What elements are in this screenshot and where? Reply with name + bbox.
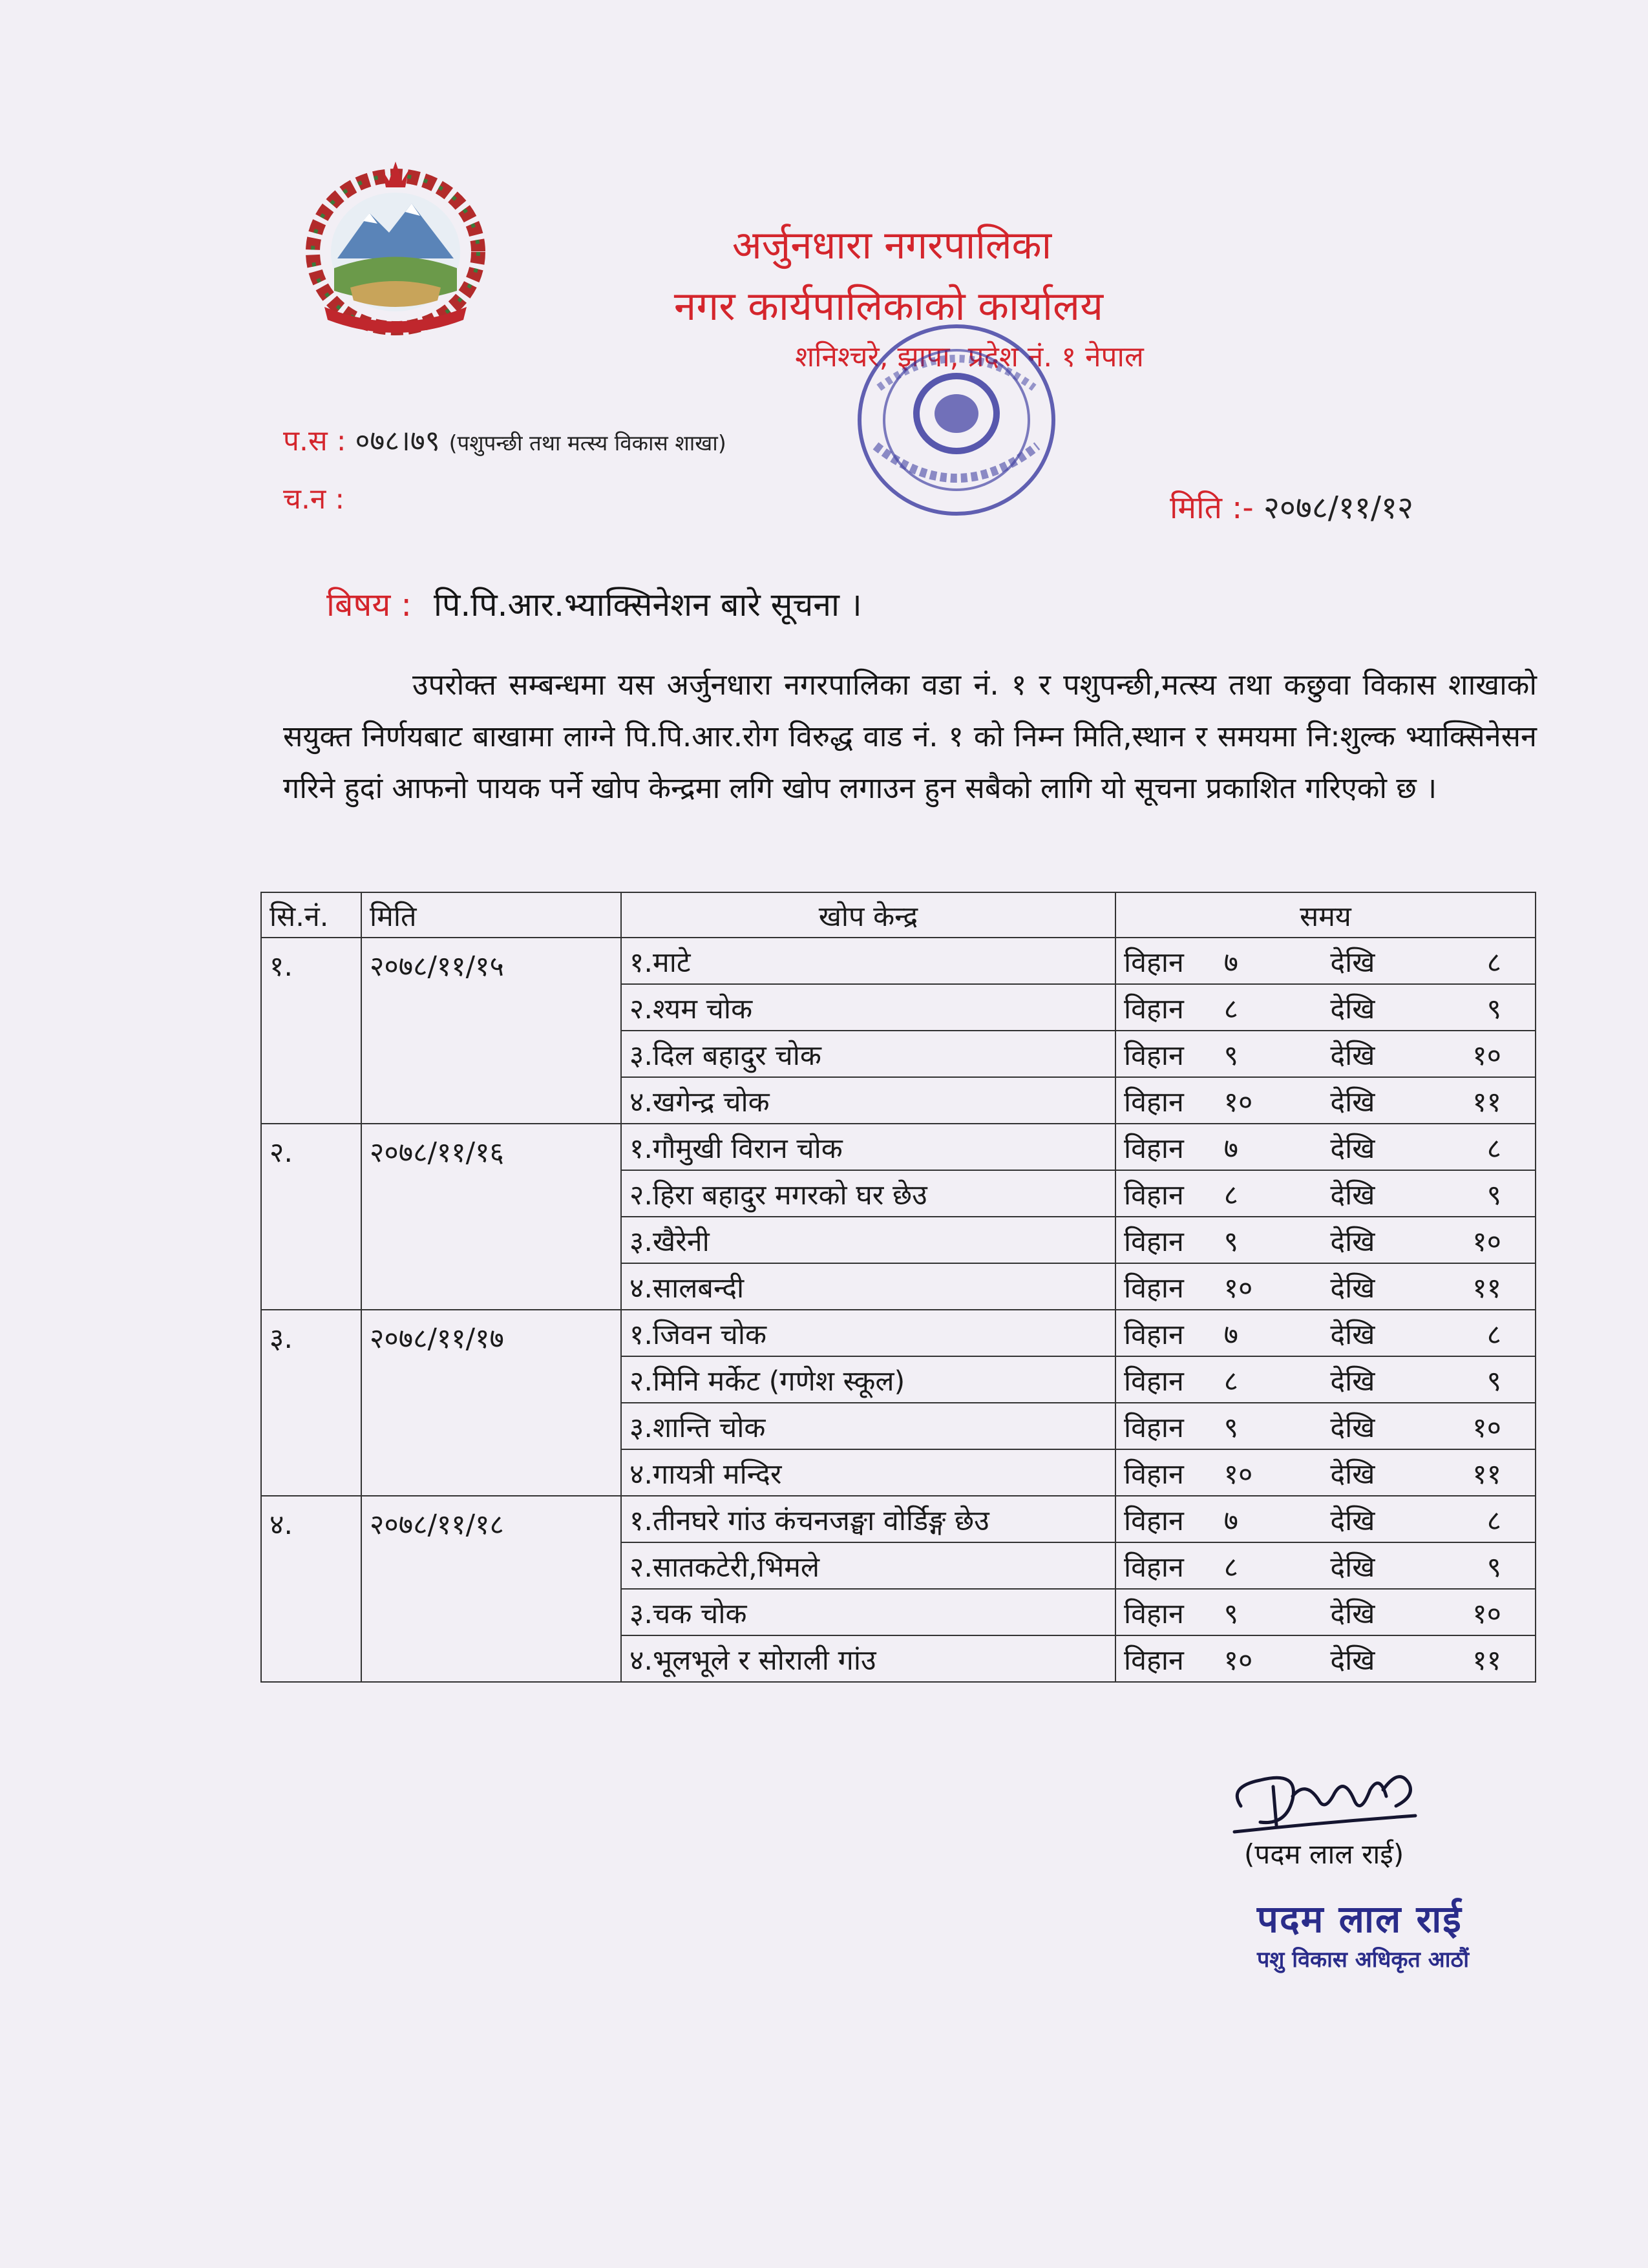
time-to: १० — [1472, 1597, 1501, 1630]
office-name: नगर कार्यपालिकाको कार्यालय — [673, 282, 1104, 330]
time-range — [1124, 1454, 1527, 1492]
header-date: मिति — [361, 892, 621, 938]
letter-date — [1170, 486, 1413, 528]
serial-number-cell: २. — [261, 1124, 361, 1310]
vaccination-center-cell: ३.चक चोक — [621, 1589, 1115, 1635]
date-cell: २०७८/११/१६ — [361, 1124, 621, 1310]
time-from: ९ — [1223, 1411, 1239, 1444]
dispatch-number — [283, 478, 344, 517]
time-to-label: देखि — [1330, 1039, 1375, 1072]
time-period: विहान — [1124, 1551, 1184, 1584]
time-from: ८ — [1223, 1365, 1239, 1398]
time-to-label: देखि — [1330, 1458, 1375, 1491]
time-cell — [1115, 1170, 1536, 1217]
time-period: विहान — [1124, 1458, 1184, 1491]
time-cell — [1115, 1589, 1536, 1635]
time-from: १० — [1223, 1458, 1253, 1491]
time-to-label: देखि — [1330, 992, 1375, 1025]
time-from: ९ — [1223, 1225, 1239, 1258]
time-cell — [1115, 1263, 1536, 1310]
time-to: ११ — [1472, 1644, 1501, 1677]
time-to-label: देखि — [1330, 1411, 1375, 1444]
time-to: ९ — [1486, 1551, 1501, 1584]
serial-number-cell: १. — [261, 938, 361, 1124]
time-range — [1124, 942, 1527, 980]
time-cell — [1115, 1356, 1536, 1403]
time-period: विहान — [1124, 1132, 1184, 1165]
time-to-label: देखि — [1330, 1644, 1375, 1677]
time-range — [1124, 1128, 1527, 1166]
time-to: ११ — [1472, 1272, 1501, 1305]
time-to-label: देखि — [1330, 1365, 1375, 1398]
time-range — [1124, 1361, 1527, 1399]
time-period: विहान — [1124, 1086, 1184, 1118]
time-period: विहान — [1124, 1179, 1184, 1212]
department-name: (पशुपन्छी तथा मत्स्य विकास शाखा) — [449, 430, 726, 456]
time-cell — [1115, 1310, 1536, 1356]
date-value: २०७८/११/१२ — [1263, 490, 1413, 526]
vaccination-center-cell: २.मिनि मर्केट (गणेश स्कूल) — [621, 1356, 1115, 1403]
time-to: १० — [1472, 1225, 1501, 1258]
time-range — [1124, 1175, 1527, 1213]
time-from: ७ — [1223, 1318, 1239, 1351]
time-from: ८ — [1223, 1551, 1239, 1584]
time-period: विहान — [1124, 1272, 1184, 1305]
time-to-label: देखि — [1330, 1504, 1375, 1537]
date-cell: २०७८/११/१८ — [361, 1496, 621, 1682]
time-cell — [1115, 1449, 1536, 1496]
time-to: ११ — [1472, 1086, 1501, 1118]
time-from: ८ — [1223, 992, 1239, 1025]
time-period: विहान — [1124, 1365, 1184, 1398]
stamp-name: पदम लाल राई — [1257, 1897, 1463, 1941]
office-address: शनिश्चरे, झापा, प्रदेश नं. १ नेपाल — [795, 341, 1144, 373]
time-cell — [1115, 1217, 1536, 1263]
subject-line — [326, 582, 862, 625]
table-header-row — [261, 892, 1536, 938]
time-period: विहान — [1124, 946, 1184, 979]
time-to: ११ — [1472, 1458, 1501, 1491]
ps-value: ०७८।७९ — [355, 425, 440, 457]
vaccination-center-cell: १.गौमुखी विरान चोक — [621, 1124, 1115, 1170]
time-from: ८ — [1223, 1179, 1239, 1212]
vaccination-center-cell: १.तीनघरे गांउ कंचनजङ्घा वोर्डिङ्ग छेउ — [621, 1496, 1115, 1542]
vaccination-center-cell: २.श्यम चोक — [621, 984, 1115, 1031]
time-cell — [1115, 1077, 1536, 1124]
time-from: १० — [1223, 1086, 1253, 1118]
time-range — [1124, 989, 1527, 1027]
reference-number — [283, 420, 726, 459]
time-range — [1124, 1407, 1527, 1445]
time-range — [1124, 1221, 1527, 1259]
vaccination-center-cell: २.हिरा बहादुर मगरको घर छेउ — [621, 1170, 1115, 1217]
time-from: ७ — [1223, 946, 1239, 979]
municipality-name: अर्जुनधारा नगरपालिका — [732, 223, 1052, 268]
vaccination-center-cell: ३.खैरेनी — [621, 1217, 1115, 1263]
time-period: विहान — [1124, 1504, 1184, 1537]
time-range — [1124, 1268, 1527, 1306]
time-period: विहान — [1124, 1318, 1184, 1351]
time-to-label: देखि — [1330, 946, 1375, 979]
vaccination-center-cell: ३.शान्ति चोक — [621, 1403, 1115, 1449]
time-from: ९ — [1223, 1597, 1239, 1630]
table-row — [261, 938, 1536, 984]
time-period: विहान — [1124, 1644, 1184, 1677]
time-range — [1124, 1314, 1527, 1352]
time-from: १० — [1223, 1272, 1253, 1305]
vaccination-schedule-table — [260, 892, 1536, 1683]
time-period: विहान — [1124, 1597, 1184, 1630]
vaccination-center-cell: ४.गायत्री मन्दिर — [621, 1449, 1115, 1496]
time-to: ९ — [1486, 1179, 1501, 1212]
header-center: खोप केन्द्र — [621, 892, 1115, 938]
time-to-label: देखि — [1330, 1225, 1375, 1258]
time-to: ८ — [1486, 1132, 1501, 1165]
time-to-label: देखि — [1330, 1551, 1375, 1584]
subject-text: पि.पि.आर.भ्याक्सिनेशन बारे सूचना । — [434, 586, 862, 624]
date-cell: २०७८/११/१७ — [361, 1310, 621, 1496]
time-to: ८ — [1486, 1318, 1501, 1351]
time-to-label: देखि — [1330, 1318, 1375, 1351]
time-cell — [1115, 1124, 1536, 1170]
cn-label: च.न : — [283, 483, 345, 516]
ps-label: प.स : — [283, 425, 346, 457]
time-to-label: देखि — [1330, 1597, 1375, 1630]
time-cell — [1115, 984, 1536, 1031]
time-to-label: देखि — [1330, 1179, 1375, 1212]
table-row — [261, 1496, 1536, 1542]
table-row — [261, 1124, 1536, 1170]
time-to-label: देखि — [1330, 1272, 1375, 1305]
time-period: विहान — [1124, 992, 1184, 1025]
date-cell: २०७८/११/१५ — [361, 938, 621, 1124]
time-to: ८ — [1486, 946, 1501, 979]
header-sn: सि.नं. — [261, 892, 361, 938]
time-cell — [1115, 1403, 1536, 1449]
time-from: ७ — [1223, 1504, 1239, 1537]
stamp-title: पशु विकास अधिकृत आठौं — [1257, 1947, 1470, 1973]
time-range — [1124, 1593, 1527, 1632]
time-period: विहान — [1124, 1411, 1184, 1444]
signatory-name: (पदम लाल राई) — [1244, 1838, 1404, 1870]
time-to: ८ — [1486, 1504, 1501, 1537]
vaccination-center-cell: ४.भूलभूले र सोराली गांउ — [621, 1635, 1115, 1682]
time-cell — [1115, 1496, 1536, 1542]
time-to-label: देखि — [1330, 1086, 1375, 1118]
time-range — [1124, 1640, 1527, 1678]
time-to-label: देखि — [1330, 1132, 1375, 1165]
vaccination-center-cell: ४.खगेन्द्र चोक — [621, 1077, 1115, 1124]
time-range — [1124, 1547, 1527, 1585]
table-row — [261, 1310, 1536, 1356]
time-cell — [1115, 1031, 1536, 1077]
subject-label: बिषय : — [326, 586, 412, 624]
time-cell — [1115, 938, 1536, 984]
serial-number-cell: ३. — [261, 1310, 361, 1496]
time-to: १० — [1472, 1411, 1501, 1444]
time-from: १० — [1223, 1644, 1253, 1677]
time-from: ७ — [1223, 1132, 1239, 1165]
time-range — [1124, 1500, 1527, 1538]
time-period: विहान — [1124, 1225, 1184, 1258]
name-stamp — [1238, 1887, 1509, 1990]
time-cell — [1115, 1635, 1536, 1682]
vaccination-center-cell: १.जिवन चोक — [621, 1310, 1115, 1356]
vaccination-center-cell: १.माटे — [621, 938, 1115, 984]
time-to: ९ — [1486, 992, 1501, 1025]
office-stamp-icon — [850, 317, 1063, 523]
vaccination-center-cell: २.सातकटेरी,भिमले — [621, 1542, 1115, 1589]
serial-number-cell: ४. — [261, 1496, 361, 1682]
time-period: विहान — [1124, 1039, 1184, 1072]
time-range — [1124, 1035, 1527, 1073]
time-to: ९ — [1486, 1365, 1501, 1398]
time-to: १० — [1472, 1039, 1501, 1072]
notice-body: उपरोक्त सम्बन्धमा यस अर्जुनधारा नगरपालिका वडा नं. १ र पशुपन्छी,मत्स्य तथा कछुवा विकास शाखाको सयुक्त निर्णयबाट बाखामा लाग्ने पि.पि.आर.रोग विरुद्ध वाड नं. १ को निम्न मिति,स्थान र समयमा नि:शुल्क भ्याक्सिनेसन गरिने हुदां आफनो पायक पर्ने खोप केन्द्रमा लगि खोप लगाउन हुन सबैको लागि यो सूचना प्रकाशित गरिएको छ । — [283, 667, 1537, 805]
vaccination-center-cell: ३.दिल बहादुर चोक — [621, 1031, 1115, 1077]
time-range — [1124, 1082, 1527, 1120]
date-label: मिति :- — [1170, 490, 1254, 526]
signature-icon — [1221, 1761, 1428, 1845]
time-from: ९ — [1223, 1039, 1239, 1072]
time-cell — [1115, 1542, 1536, 1589]
header-time: समय — [1115, 892, 1536, 938]
vaccination-center-cell: ४.सालबन्दी — [621, 1263, 1115, 1310]
